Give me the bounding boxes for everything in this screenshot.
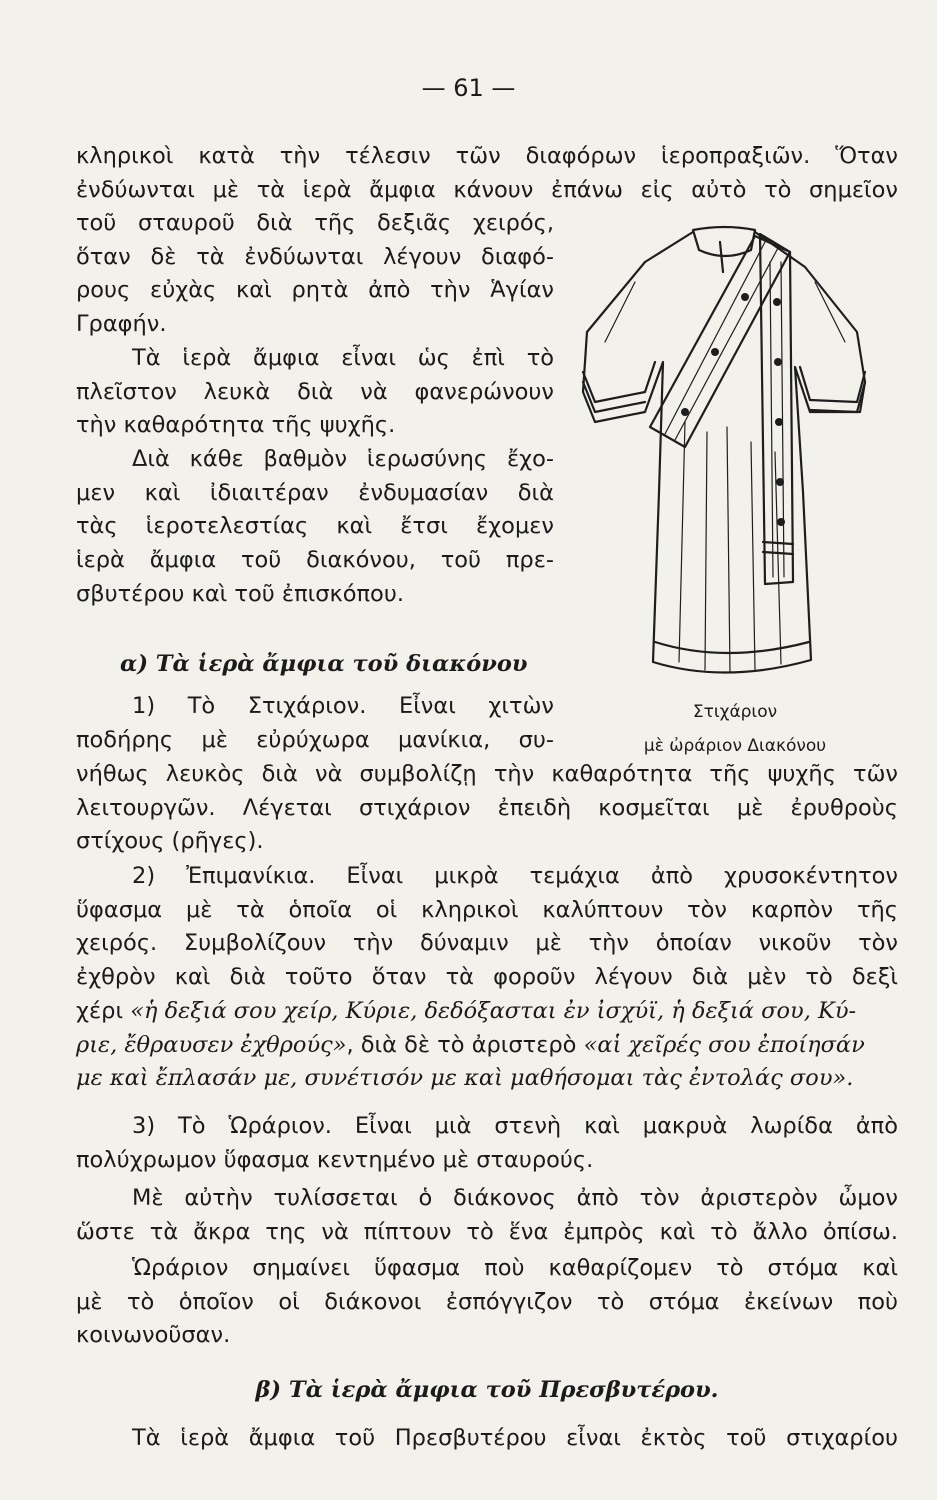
figure-caption-line-1: Στιχάριον [692,702,778,722]
item-2 [76,860,898,1096]
text-fragment: , διὰ δὲ τὸ ἀριστερὸ [346,1031,577,1058]
page-number: — 61 — [421,74,516,102]
text-line: ποδήρης μὲ εὐρύχωρα μανίκια, συ- [76,726,554,753]
text-line: Τὰ ἱερὰ ἄμφια τοῦ Πρεσβυτέρου εἶναι ἐκτὸς τοῦ στιχαρίου [132,1425,898,1451]
text-line: 3) Τὸ Ὡράριον. Εἶναι μιὰ στενὴ καὶ μακρυὰ λωρίδα ἀπὸ [132,1113,898,1139]
text-line: ὕφασμα μὲ τὰ ὁποῖα οἱ κληρικοὶ καλύπτουν τὸν καρπὸν τῆς [76,896,898,923]
last-paragraph [76,1422,898,1456]
quote-fragment: «αἱ χεῖρές σου ἐποίησάν [583,1031,865,1058]
quote-line: με καὶ ἔπλασάν με, συνέτισόν με καὶ μαθήσομαι τὰς ἐντολάς σου». [76,1065,854,1092]
figure-caption-line-2: μὲ ὠράριον Διακόνου [643,736,827,756]
text-line: ἐνδύωνται μὲ τὰ ἱερὰ ἄμφια κάνουν ἐπάνω εἰς αὐτὸ τὸ σημεῖον [76,176,898,203]
item-1-full [76,758,898,859]
text-line: Τὰ ἱερὰ ἄμφια εἶναι ὡς ἐπὶ τὸ [132,344,554,371]
text-line: μεν καὶ ἰδιαιτέραν ἐνδυμασίαν διὰ [76,479,554,506]
quote-fragment: ριε, ἔθραυσεν ἐχθρούς» [76,1031,347,1058]
text-line: Μὲ αὐτὴν τυλίσσεται ὁ διάκονος ἀπὸ τὸν ἀριστερὸν ὦμον [132,1185,898,1211]
item-3 [76,1110,898,1177]
text-line: νήθως λευκὸς διὰ νὰ συμβολίζῃ τὴν καθαρότητα τῆς ψυχῆς τῶν [76,761,898,787]
text-line: 1) Τὸ Στιχάριον. Εἶναι χιτὼν [132,693,554,719]
text-line [76,1029,898,1063]
text-line: κοινωνοῦσαν. [76,1322,231,1349]
text-line: Ὡράριον σημαίνει ὕφασμα ποὺ καθαρίζομεν τὸ στόμα καὶ [132,1255,898,1281]
section-b-title: β) Τὰ ἱερὰ ἄμφια τοῦ Πρεσβυτέρου. [255,1377,719,1403]
text-line: ὅταν δὲ τὰ ἐνδύωνται λέγουν διαφό- [76,243,554,270]
text-line: ἐχθρὸν καὶ διὰ τοῦτο ὅταν τὰ φοροῦν λέγουν διὰ μὲν τὸ δεξὶ [76,964,898,991]
text-line: ρους εὐχὰς καὶ ρητὰ ἀπὸ τὴν Ἁγίαν [76,277,554,304]
text-line: τὰς ἱεροτελεστίας καὶ ἔτσι ἔχομεν [76,513,554,540]
text-line: ὥστε τὰ ἄκρα της νὰ πίπτουν τὸ ἕνα ἐμπρὸς καὶ τὸ ἄλλο ὀπίσω. [76,1218,898,1245]
text-line: Γραφήν. [76,311,167,338]
text-line: ἱερὰ ἄμφια τοῦ διακόνου, τοῦ πρε- [76,547,554,574]
text-line: τὴν καθαρότητα τῆς ψυχῆς. [76,412,396,439]
text-line: πλεῖστον λευκὰ διὰ νὰ φανερώνουν [76,378,554,405]
text-line: σβυτέρου καὶ τοῦ ἐπισκόπου. [76,580,404,607]
paragraph-3 [76,1252,898,1353]
text-line: μὲ τὸ ὁποῖον οἱ διάκονοι ἐσπόγγιζον τὸ στόμα ἐκείνων ποὺ [76,1288,898,1315]
text-line: 2) Ἐπιμανίκια. Εἶναι μικρὰ τεμάχια ἀπὸ χρυσοκέντητον [132,863,898,889]
paragraph-2 [76,1182,898,1249]
quote-fragment: «ἡ δεξιά σου χείρ, Κύριε, δεδόξασται ἐν ἰσχύϊ, ἡ δεξιά σου, Κύ- [130,997,857,1024]
text-fragment: χέρι [76,997,124,1024]
intro-paragraph-narrow [76,207,554,611]
item-1-narrow [76,690,554,757]
text-line: τοῦ σταυροῦ διὰ τῆς δεξιᾶς χειρός, [76,210,554,236]
text-line: χειρός. Συμβολίζουν τὴν δύναμιν μὲ τὴν ὁποίαν νικοῦν τὸν [76,930,898,957]
text-line: πολύχρωμον ὕφασμα κεντημένο μὲ σταυρούς. [76,1146,594,1173]
section-a-title: α) Τὰ ἱερὰ ἄμφια τοῦ διακόνου [120,651,528,677]
text-line: λειτουργῶν. Λέγεται στιχάριον ἐπειδὴ κοσμεῖται μὲ ἐρυθροὺς [76,794,898,821]
text-line: Διὰ κάθε βαθμὸν ἱερωσύνης ἔχο- [132,445,554,472]
sticharion-illustration [575,222,875,692]
text-line: στίχους (ρῆγες). [76,828,264,855]
text-line: κληρικοὶ κατὰ τὴν τέλεσιν τῶν διαφόρων ἱεροπραξιῶν. Ὅταν [76,143,898,169]
text-line [76,995,898,1029]
intro-paragraph-top [76,140,898,207]
